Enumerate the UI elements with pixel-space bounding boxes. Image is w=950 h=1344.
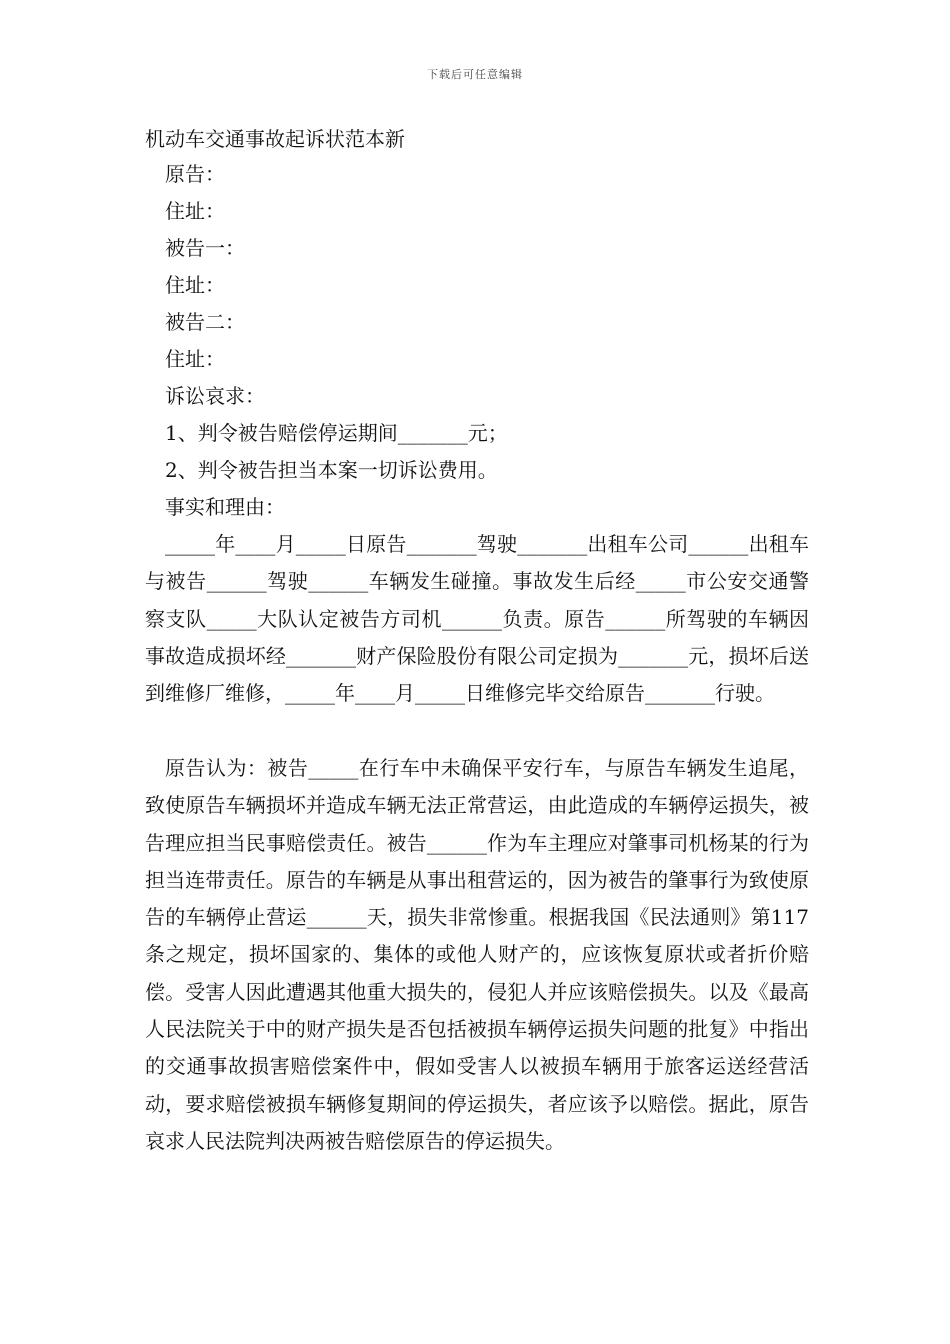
document-title: 机动车交通事故起诉状范本新 [145, 127, 405, 151]
defendant-two-label: 被告二： [165, 310, 245, 334]
defendant-one-address-label: 住址： [165, 273, 225, 297]
claim-item: 2、判令被告担当本案一切诉讼费用。 [165, 458, 498, 482]
claims-heading: 诉讼哀求： [165, 384, 265, 408]
header-note: 下载后可任意编辑 [427, 68, 523, 81]
defendant-two-address-label: 住址： [165, 347, 225, 371]
facts-heading: 事实和理由： [165, 495, 285, 519]
plaintiff-address-label: 住址： [165, 199, 225, 223]
claim-item: 1、判令被告赔偿停运期间_______元； [165, 421, 508, 445]
facts-paragraph: _____年____月_____日原告_______驾驶_______出租车公司______出租车与被告______驾驶______车辆发生碰撞。事故发生后经_____市公安交通警察支队_____大队认定被告方司机______负责。原告______所驾驶的车辆因事故造成损坏经_______财产保险股份有限公司定损为_______元，损坏后送到维修厂维修，_____年____月_____日维修完毕交给原告_______行驶。 [145, 532, 809, 706]
opinion-paragraph: 原告认为：被告_____在行车中未确保平安行车，与原告车辆发生追尾，致使原告车辆损坏并造成车辆无法正常营运，由此造成的车辆停运损失，被告理应担当民事赔偿责任。被告______作为车主理应对肇事司机杨某的行为担当连带责任。原告的车辆是从事出租营运的，因为被告的肇事行为致使原告的车辆停止营运______天，损失非常惨重。根据我国《民法通则》第117条之规定，损坏国家的、集体的或他人财产的，应该恢复原状或者折价赔偿。受害人因此遭遇其他重大损失的，侵犯人并应该赔偿损失。以及《最高人民法院关于中的财产损失是否包括被损车辆停运损失问题的批复》中指出的交通事故损害赔偿案件中，假如受害人以被损车辆用于旅客运送经营活动，要求赔偿被损车辆修复期间的停运损失，者应该予以赔偿。据此，原告哀求人民法院判决两被告赔偿原告的停运损失。 [145, 756, 809, 1153]
defendant-one-label: 被告一： [165, 236, 245, 260]
plaintiff-label: 原告： [165, 162, 225, 186]
